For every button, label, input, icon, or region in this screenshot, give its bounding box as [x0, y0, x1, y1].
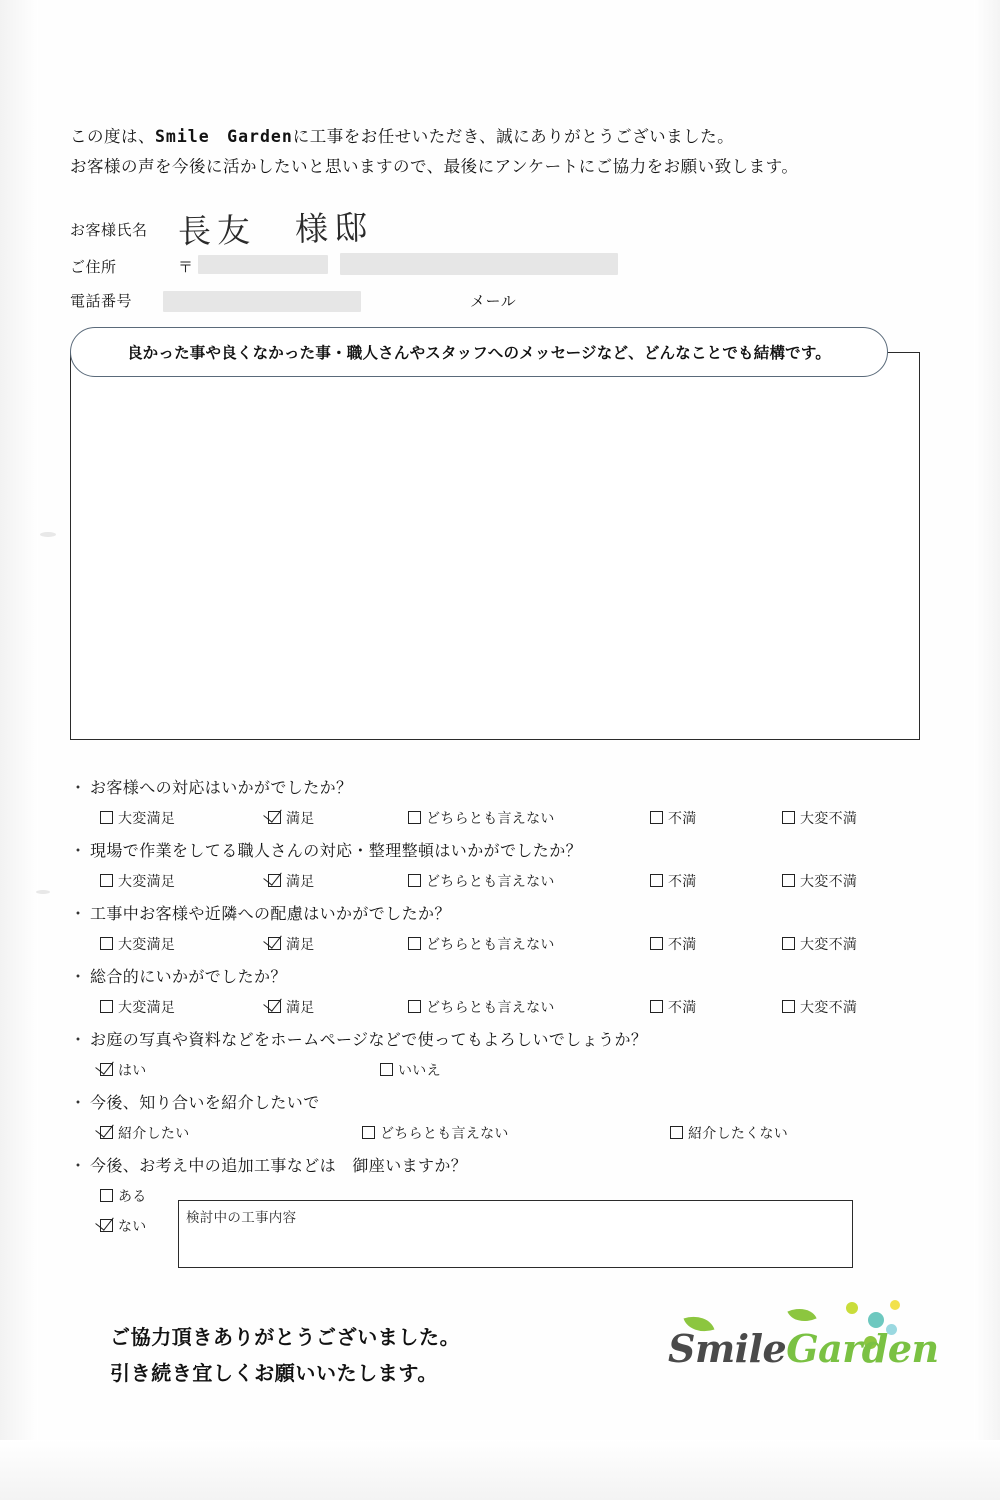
scan-artifact	[40, 532, 56, 537]
option-q4-1[interactable]	[268, 997, 315, 1017]
checkbox-q1-4[interactable]	[782, 811, 795, 824]
checkbox-q4-2[interactable]	[408, 1000, 421, 1013]
option-q3-1-label: 満足	[286, 936, 315, 952]
checkbox-q4-4[interactable]	[782, 1000, 795, 1013]
option-q1-4-label: 大変不満	[800, 810, 858, 826]
intro-line-2: お客様の声を今後に活かしたいと思いますので、最後にアンケートにご協力をお願い致します。	[70, 158, 799, 176]
closing-line-2: 引き続き宜しくお願いいたします。	[110, 1363, 438, 1385]
bullet-icon: ・	[70, 1032, 87, 1049]
postal-code-mark: 〒	[178, 259, 194, 276]
redaction-address	[340, 253, 618, 275]
question-q2-title-text: 現場で作業をしてる職人さんの対応・整理整頓はいかがでしたか？	[90, 843, 583, 860]
dot-accent	[846, 1302, 858, 1314]
question-q5	[70, 1027, 940, 1090]
question-q3-title	[70, 901, 940, 924]
additional-work-placeholder: 検討中の工事内容	[186, 1210, 297, 1225]
option-q4-3[interactable]	[650, 997, 697, 1017]
option-q1-1-label: 満足	[286, 810, 315, 826]
bullet-icon: ・	[70, 780, 87, 797]
checkbox-q4-0[interactable]	[100, 1000, 113, 1013]
question-q5-options	[70, 1060, 940, 1090]
option-q4-2-label: どちらとも言えない	[426, 999, 555, 1015]
scan-edge-right	[974, 0, 1000, 1500]
checkbox-q1-3[interactable]	[650, 811, 663, 824]
question-q7-title-text: 今後、お考え中の追加工事などは 御座いますか？	[90, 1158, 468, 1175]
question-q5-title-text: お庭の写真や資料などをホームページなどで使ってもよろしいでしょうか？	[90, 1032, 648, 1049]
option-q3-2[interactable]	[408, 934, 555, 954]
brand-name: Smile Garden	[155, 127, 293, 146]
question-q3-options	[70, 934, 940, 964]
question-q2-title	[70, 838, 940, 861]
free-comment-box[interactable]	[70, 352, 920, 740]
checkbox-q1-0[interactable]	[100, 811, 113, 824]
checkbox-q1-2[interactable]	[408, 811, 421, 824]
dot-accent	[890, 1300, 900, 1310]
option-q3-4[interactable]	[782, 934, 857, 954]
option-q2-0[interactable]	[100, 871, 175, 891]
option-q2-0-label: 大変満足	[118, 873, 176, 889]
checkbox-q3-4[interactable]	[782, 937, 795, 950]
checkbox-q3-2[interactable]	[408, 937, 421, 950]
checkbox-q4-1[interactable]	[268, 1000, 281, 1013]
customer-tel-label: 電話番号	[70, 293, 133, 310]
option-q3-3-label: 不満	[668, 936, 697, 952]
closing-line-1: ご協力頂きありがとうございました。	[110, 1327, 461, 1349]
option-q2-3[interactable]	[650, 871, 697, 891]
checkbox-q4-3[interactable]	[650, 1000, 663, 1013]
question-q4-options	[70, 997, 940, 1027]
question-q6-title	[70, 1090, 940, 1113]
checkbox-q1-1[interactable]	[268, 811, 281, 824]
leaf-icon	[787, 1302, 816, 1328]
option-q3-3[interactable]	[650, 934, 697, 954]
bullet-icon: ・	[70, 1095, 87, 1112]
option-q2-1[interactable]	[268, 871, 315, 891]
question-q6-title-text: 今後、知り合いを紹介したいで	[90, 1095, 320, 1112]
checkbox-q2-2[interactable]	[408, 874, 421, 887]
option-q3-2-label: どちらとも言えない	[426, 936, 555, 952]
checkbox-q5-0[interactable]	[100, 1063, 113, 1076]
option-q4-0-label: 大変満足	[118, 999, 176, 1015]
option-q4-4-label: 大変不満	[800, 999, 858, 1015]
checkbox-q5-1[interactable]	[380, 1063, 393, 1076]
checkbox-q7-0[interactable]	[100, 1189, 113, 1202]
customer-name-value: 長友 様邸	[177, 207, 374, 252]
logo-smile-text: Smile	[668, 1326, 787, 1371]
option-q7-0-label: ある	[118, 1188, 147, 1204]
checkbox-q6-1[interactable]	[362, 1126, 375, 1139]
question-q2-options	[70, 871, 940, 901]
option-q2-1-label: 満足	[286, 873, 315, 889]
option-q3-4-label: 大変不満	[800, 936, 858, 952]
option-q4-3-label: 不満	[668, 999, 697, 1015]
question-q4	[70, 964, 940, 1027]
option-q1-3[interactable]	[650, 808, 697, 828]
checkbox-q6-2[interactable]	[670, 1126, 683, 1139]
option-q7-1-label: ない	[118, 1218, 147, 1234]
option-q1-1[interactable]	[268, 808, 315, 828]
logo-garden-text: Garden	[786, 1326, 939, 1371]
option-q6-0[interactable]	[100, 1123, 190, 1143]
option-q6-1-label: どちらとも言えない	[380, 1125, 509, 1141]
option-q1-0[interactable]	[100, 808, 175, 828]
question-q6	[70, 1090, 940, 1153]
checkbox-q3-0[interactable]	[100, 937, 113, 950]
checkbox-q2-0[interactable]	[100, 874, 113, 887]
checkbox-q3-1[interactable]	[268, 937, 281, 950]
option-q1-0-label: 大変満足	[118, 810, 176, 826]
bullet-icon: ・	[70, 969, 87, 986]
option-q5-1-label: いいえ	[398, 1062, 441, 1078]
scan-artifact	[36, 890, 50, 894]
customer-name-label: お客様氏名	[70, 222, 148, 239]
option-q4-2[interactable]	[408, 997, 555, 1017]
free-comment-callout-text: 良かった事や良くなかった事・職人さんやスタッフへのメッセージなど、どんなことでも結構です。	[126, 345, 832, 362]
checkbox-q6-0[interactable]	[100, 1126, 113, 1139]
question-q4-title	[70, 964, 940, 987]
option-q2-4[interactable]	[782, 871, 857, 891]
redaction-telephone	[163, 291, 361, 312]
option-q2-3-label: 不満	[668, 873, 697, 889]
checkbox-q3-3[interactable]	[650, 937, 663, 950]
option-q7-0[interactable]	[100, 1186, 147, 1206]
intro-paragraph	[70, 122, 930, 182]
option-q4-1-label: 満足	[286, 999, 315, 1015]
option-q1-4[interactable]	[782, 808, 857, 828]
option-q2-2-label: どちらとも言えない	[426, 873, 555, 889]
intro-line-1	[70, 122, 930, 152]
option-q4-4[interactable]	[782, 997, 857, 1017]
option-q7-1[interactable]	[100, 1216, 147, 1236]
question-q1-title	[70, 775, 940, 798]
option-q3-1[interactable]	[268, 934, 315, 954]
intro-line-1-post: に工事をお任せいただき、誠にありがとうございました。	[292, 128, 735, 146]
option-q1-3-label: 不満	[668, 810, 697, 826]
bullet-icon: ・	[70, 906, 87, 923]
scan-edge-bottom	[0, 1440, 1000, 1500]
option-q6-2[interactable]	[670, 1123, 788, 1143]
question-q4-title-text: 総合的にいかがでしたか？	[90, 969, 287, 986]
smile-garden-logo	[668, 1298, 939, 1388]
checkbox-q2-3[interactable]	[650, 874, 663, 887]
redaction-postal-code	[198, 255, 328, 274]
option-q5-0[interactable]	[100, 1060, 147, 1080]
closing-message	[110, 1320, 460, 1392]
checkbox-q7-1[interactable]	[100, 1219, 113, 1232]
option-q3-0-label: 大変満足	[118, 936, 176, 952]
bullet-icon: ・	[70, 1158, 87, 1175]
scan-edge-left	[0, 0, 38, 1500]
customer-mail-label: メール	[470, 293, 517, 310]
question-q5-title	[70, 1027, 940, 1050]
option-q4-0[interactable]	[100, 997, 175, 1017]
option-q1-2[interactable]	[408, 808, 555, 828]
free-comment-callout	[70, 327, 888, 377]
question-q7-title	[70, 1153, 940, 1176]
intro-line-1-pre: この度は、	[70, 128, 155, 146]
question-q6-options	[70, 1123, 940, 1153]
option-q5-0-label: はい	[118, 1062, 147, 1078]
question-q1-options	[70, 808, 940, 838]
option-q6-0-label: 紹介したい	[118, 1125, 190, 1141]
checkbox-q2-1[interactable]	[268, 874, 281, 887]
logo-wordmark	[668, 1326, 939, 1371]
question-q2	[70, 838, 940, 901]
question-q1-title-text: お客様への対応はいかがでしたか？	[90, 780, 353, 797]
question-q1	[70, 775, 940, 838]
option-q5-1[interactable]	[380, 1060, 441, 1080]
option-q3-0[interactable]	[100, 934, 175, 954]
customer-address-label: ご住所	[70, 259, 117, 276]
bullet-icon: ・	[70, 843, 87, 860]
option-q1-2-label: どちらとも言えない	[426, 810, 555, 826]
question-q3-title-text: 工事中お客様や近隣への配慮はいかがでしたか？	[90, 906, 451, 923]
option-q6-2-label: 紹介したくない	[688, 1125, 789, 1141]
option-q2-2[interactable]	[408, 871, 555, 891]
option-q2-4-label: 大変不満	[800, 873, 858, 889]
question-q3	[70, 901, 940, 964]
checkbox-q2-4[interactable]	[782, 874, 795, 887]
option-q6-1[interactable]	[362, 1123, 509, 1143]
